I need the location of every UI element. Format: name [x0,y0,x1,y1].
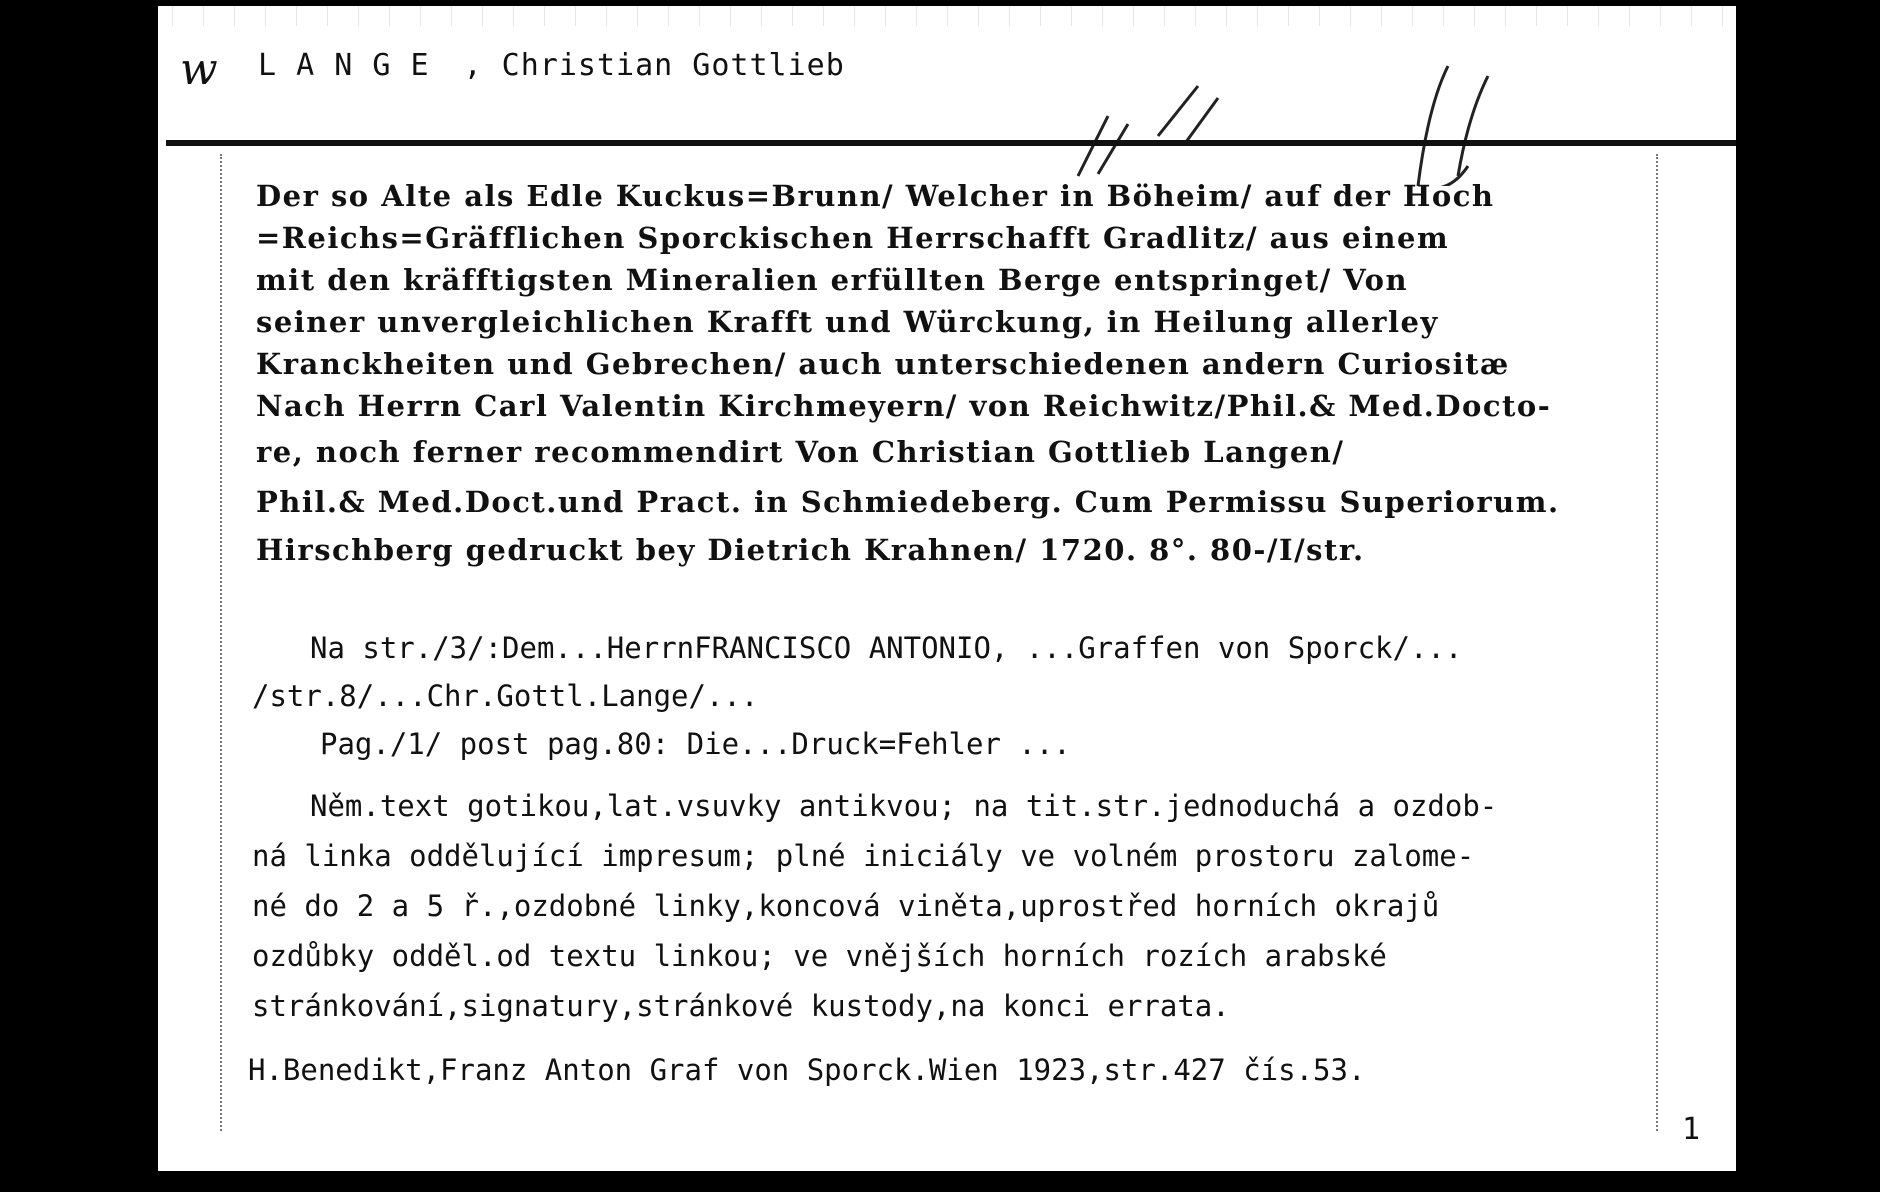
description-line-5: stránkování,signatury,stránkové kustody,na konci errata. [252,989,1230,1023]
note-line-2: /str.8/...Chr.Gottl.Lange/... [252,679,759,713]
bibliographic-reference: H.Benedikt,Franz Anton Graf von Sporck.Wien 1923,str.427 čís.53. [248,1053,1366,1087]
title-line-4: seiner unvergleichlichen Krafft und Würckung, in Heilung allerley [256,305,1439,339]
title-line-6: Nach Herrn Carl Valentin Kirchmeyern/ von Reichwitz/Phil.& Med.Docto- [256,389,1552,423]
description-line-1: Něm.text gotikou,lat.vsuvky antikvou; na tit.str.jednoduchá a ozdob- [310,789,1498,823]
catalog-card [158,6,1736,1171]
note-line-1: Na str./3/:Dem...HerrnFRANCISCO ANTONIO, ...Graffen von Sporck/... [310,631,1463,665]
title-line-5: Kranckheiten und Gebrechen/ auch unterschiedenen andern Curiositæ [256,347,1510,381]
description-line-4: ozdůbky odděl.od textu linkou; ve vnějších horních rozích arabské [252,939,1387,973]
author-surname: L A N G E [258,48,430,83]
author-given-name: , Christian Gottlieb [463,48,845,83]
title-line-1: Der so Alte als Edle Kuckus=Brunn/ Welcher in Böheim/ auf der Hoch [256,179,1495,213]
handwritten-margin-mark: w [180,44,218,95]
scan-noise [158,6,1736,26]
title-line-3: mit den kräfftigsten Mineralien erfüllten Berge entspringet/ Von [256,263,1409,297]
note-line-3: Pag./1/ post pag.80: Die...Druck=Fehler ... [320,727,1071,761]
page-number: 1 [1681,1112,1700,1147]
title-line-9: Hirschberg gedruckt bey Dietrich Krahnen/ 1720. 8°. 80-/I/str. [256,533,1365,567]
description-line-2: ná linka oddělující impresum; plné iniciály ve volném prostoru zalome- [252,839,1475,873]
title-line-2: =Reichs=Gräfflichen Sporckischen Herrschafft Gradlitz/ aus einem [256,221,1450,255]
handwritten-scribbles [1018,46,1538,186]
card-heading [258,48,845,83]
heading-rule [166,140,1736,146]
right-margin-line [1656,154,1658,1131]
left-margin-line [220,154,222,1131]
title-line-7: re, noch ferner recommendirt Von Christian Gottlieb Langen/ [256,435,1345,469]
title-line-8: Phil.& Med.Doct.und Pract. in Schmiedeberg. Cum Permissu Superiorum. [256,485,1560,519]
description-line-3: né do 2 a 5 ř.,ozdobné linky,koncová viněta,uprostřed horních okrajů [252,889,1440,923]
